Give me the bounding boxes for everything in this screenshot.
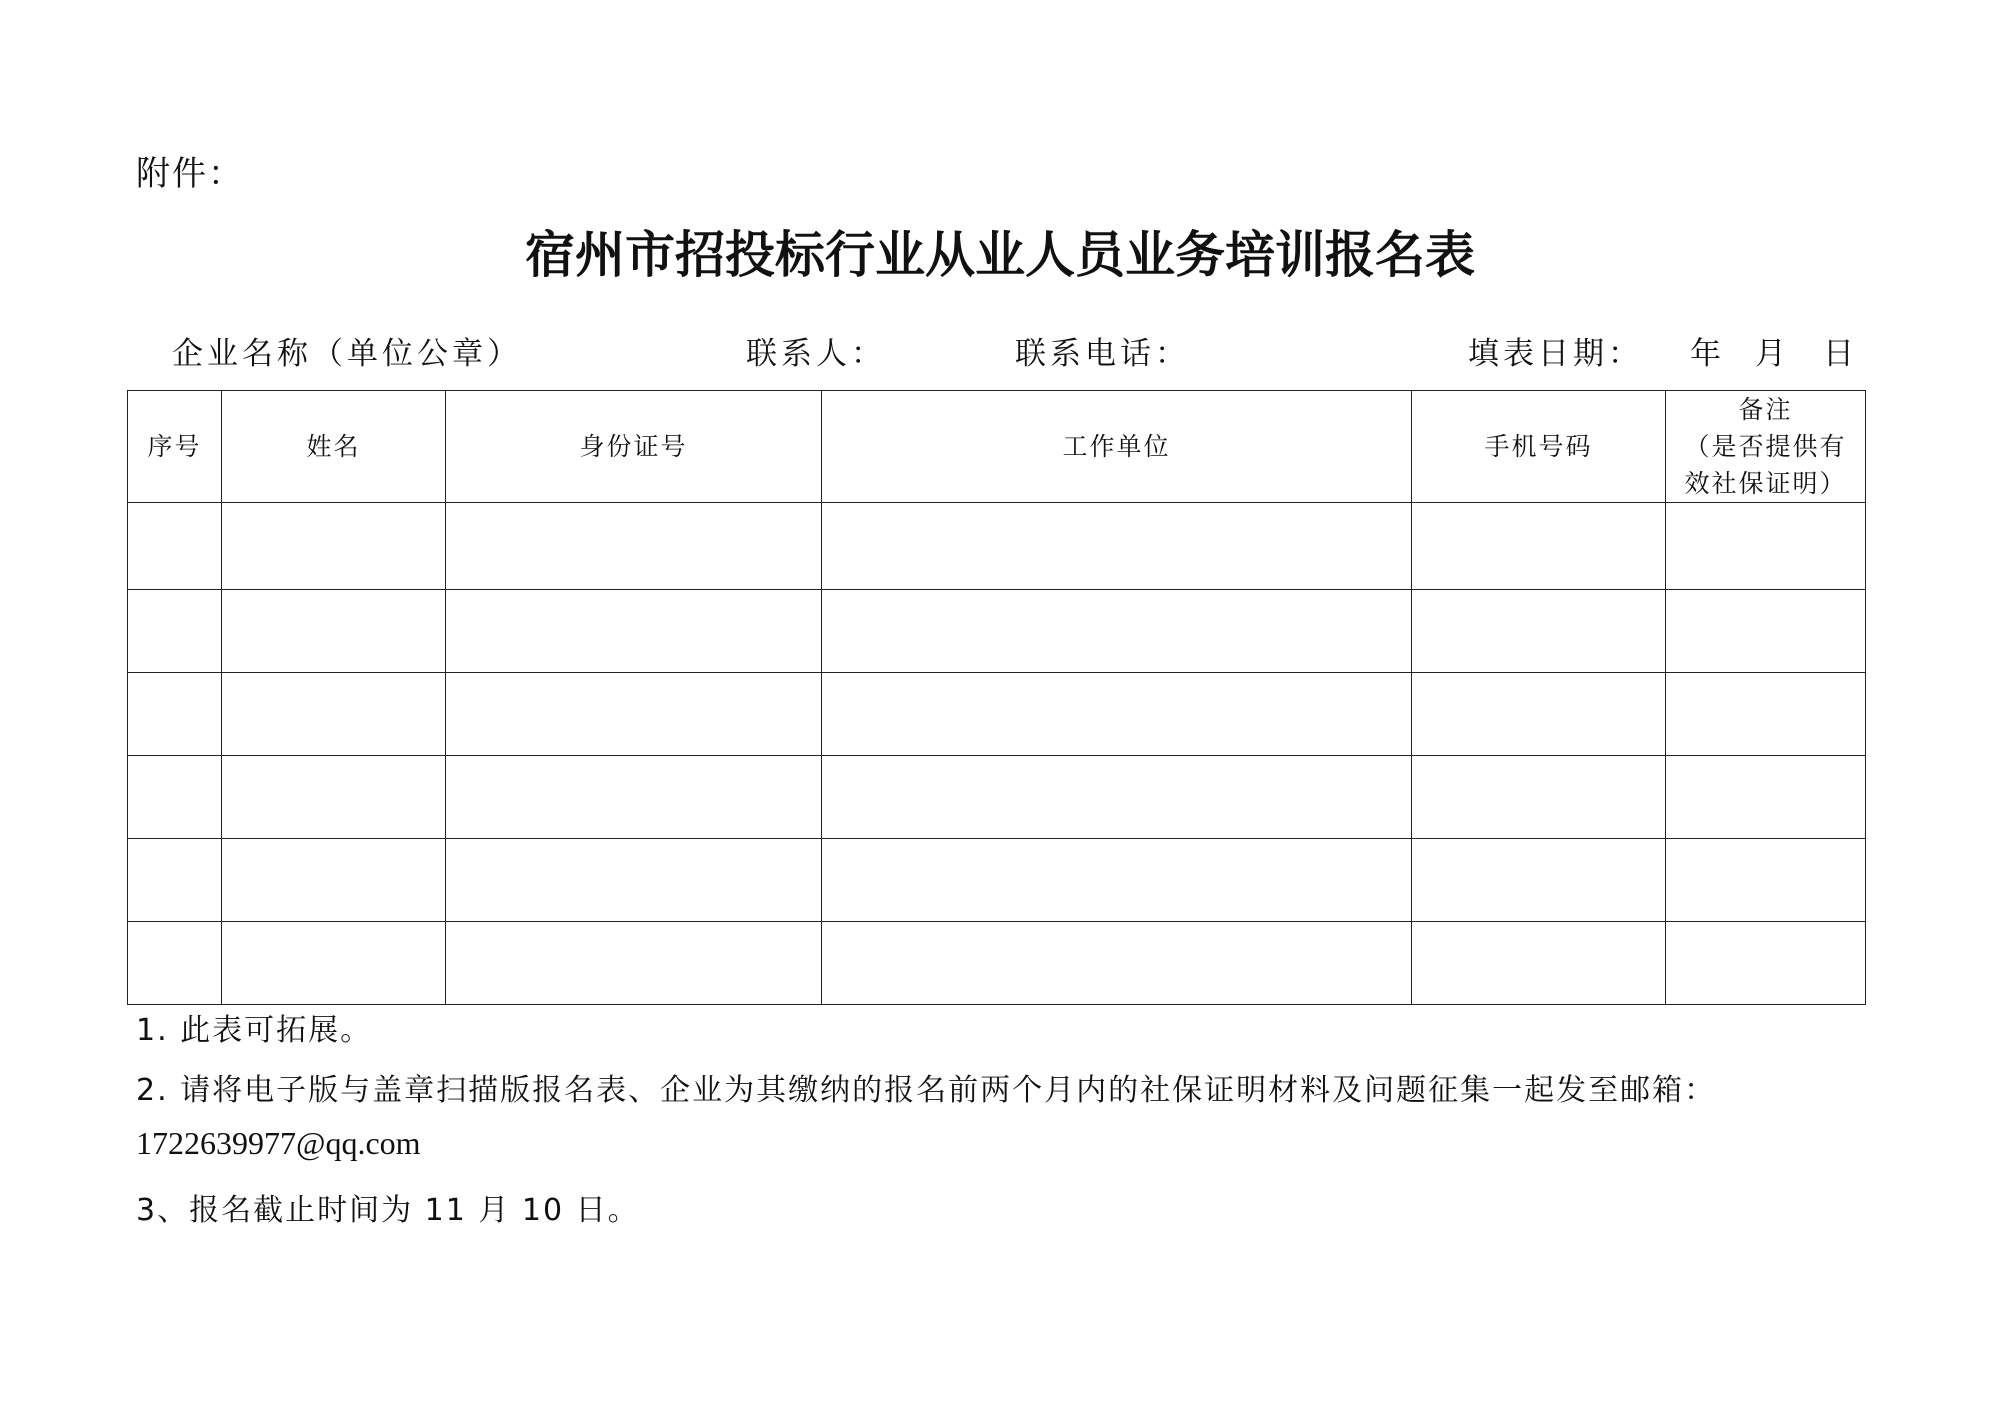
cell-index[interactable]	[128, 590, 222, 673]
table-row	[128, 922, 1866, 1005]
cell-remark[interactable]	[1666, 673, 1866, 756]
header-remark-line2: （是否提供有	[1684, 432, 1847, 461]
day-label: 日	[1823, 336, 1858, 372]
header-remark	[1666, 391, 1866, 503]
cell-work-unit[interactable]	[822, 503, 1412, 590]
cell-name[interactable]	[222, 673, 446, 756]
cell-id-number[interactable]	[446, 922, 822, 1005]
cell-mobile[interactable]	[1412, 839, 1666, 922]
cell-work-unit[interactable]	[822, 673, 1412, 756]
cell-mobile[interactable]	[1412, 503, 1666, 590]
fill-date-label: 填表日期：	[1468, 336, 1643, 372]
contact-phone-label: 联系电话：	[1015, 336, 1190, 372]
cell-name[interactable]	[222, 839, 446, 922]
cell-work-unit[interactable]	[822, 922, 1412, 1005]
header-mobile: 手机号码	[1412, 391, 1666, 503]
header-index: 序号	[128, 391, 222, 503]
table-row	[128, 590, 1866, 673]
cell-mobile[interactable]	[1412, 590, 1666, 673]
header-remark-line3: 效社保证明）	[1684, 469, 1847, 498]
header-name: 姓名	[222, 391, 446, 503]
form-meta-row	[0, 332, 2000, 376]
cell-remark[interactable]	[1666, 503, 1866, 590]
cell-work-unit[interactable]	[822, 756, 1412, 839]
table-row	[128, 839, 1866, 922]
cell-id-number[interactable]	[446, 590, 822, 673]
cell-work-unit[interactable]	[822, 590, 1412, 673]
cell-remark[interactable]	[1666, 756, 1866, 839]
month-label: 月	[1755, 336, 1790, 372]
cell-id-number[interactable]	[446, 673, 822, 756]
cell-remark[interactable]	[1666, 839, 1866, 922]
cell-mobile[interactable]	[1412, 673, 1666, 756]
cell-mobile[interactable]	[1412, 756, 1666, 839]
table-row	[128, 673, 1866, 756]
cell-index[interactable]	[128, 503, 222, 590]
note-submission: 2. 请将电子版与盖章扫描版报名表、企业为其缴纳的报名前两个月内的社保证明材料及问题征集一起发至邮箱：	[136, 1073, 1717, 1108]
table-header-row	[128, 391, 1866, 503]
cell-index[interactable]	[128, 756, 222, 839]
note-expandable: 1. 此表可拓展。	[136, 1013, 373, 1048]
note-deadline: 3、报名截止时间为 11 月 10 日。	[136, 1193, 640, 1228]
header-remark-line1: 备注	[1738, 395, 1793, 424]
cell-name[interactable]	[222, 503, 446, 590]
year-label: 年	[1690, 336, 1725, 372]
cell-id-number[interactable]	[446, 503, 822, 590]
company-name-label: 企业名称（单位公章）	[172, 336, 522, 372]
cell-name[interactable]	[222, 756, 446, 839]
cell-index[interactable]	[128, 839, 222, 922]
header-work-unit: 工作单位	[822, 391, 1412, 503]
cell-work-unit[interactable]	[822, 839, 1412, 922]
page-title: 宿州市招投标行业从业人员业务培训报名表	[525, 225, 1475, 284]
table-row	[128, 503, 1866, 590]
cell-index[interactable]	[128, 922, 222, 1005]
note-email-address: 1722639977@qq.com	[136, 1125, 421, 1161]
registration-table	[127, 390, 1866, 1005]
contact-person-label: 联系人：	[746, 336, 886, 372]
table-row	[128, 756, 1866, 839]
cell-remark[interactable]	[1666, 922, 1866, 1005]
cell-id-number[interactable]	[446, 756, 822, 839]
header-id-number: 身份证号	[446, 391, 822, 503]
attachment-label: 附件：	[136, 154, 244, 194]
cell-name[interactable]	[222, 922, 446, 1005]
cell-remark[interactable]	[1666, 590, 1866, 673]
cell-index[interactable]	[128, 673, 222, 756]
cell-name[interactable]	[222, 590, 446, 673]
cell-id-number[interactable]	[446, 839, 822, 922]
cell-mobile[interactable]	[1412, 922, 1666, 1005]
